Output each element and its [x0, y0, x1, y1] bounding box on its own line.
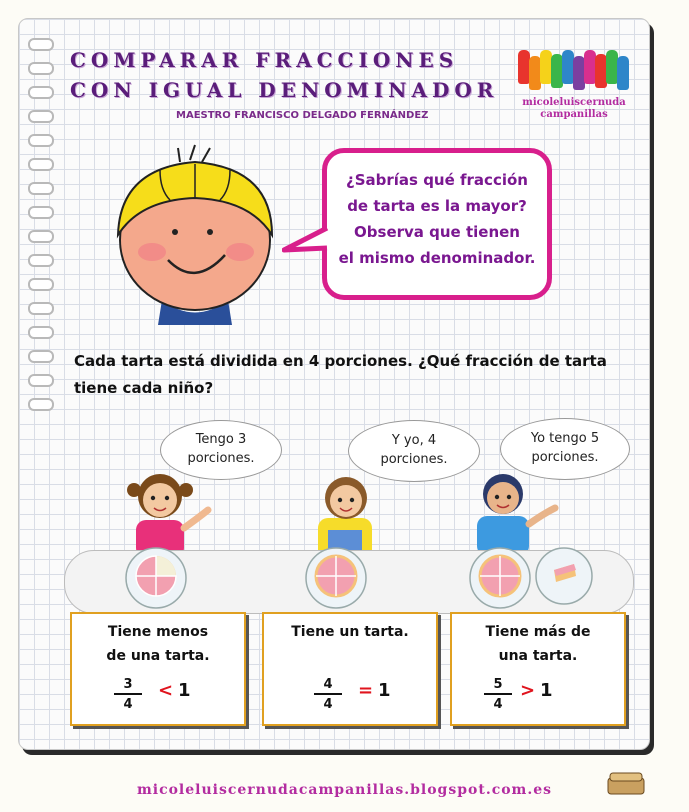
spiral-ring	[28, 134, 54, 147]
logo-line2: campanillas	[540, 109, 608, 120]
card-1-fraction	[114, 676, 142, 714]
page-title-line2: CON IGUAL DENOMINADOR	[70, 78, 499, 102]
question-line2: tiene cada niño?	[74, 379, 214, 397]
bubble-3-line2: porciones.	[531, 450, 599, 465]
cake-plate-2	[304, 546, 368, 610]
spiral-ring	[28, 350, 54, 363]
author-name: MAESTRO FRANCISCO DELGADO FERNÁNDEZ	[176, 110, 429, 121]
cake-plate-3	[468, 546, 532, 610]
spiral-ring	[28, 38, 54, 51]
logo-line1: micoleluiscernuda	[522, 97, 626, 108]
speech-line3: Observa que tienen	[354, 223, 520, 241]
card-1-line1: Tiene menos	[107, 624, 209, 640]
spiral-ring	[28, 62, 54, 75]
bubble-2-line1: Y yo, 4	[391, 433, 437, 448]
card-3-fraction	[484, 676, 512, 714]
boy-speech-bubble	[322, 148, 552, 300]
spiral-ring	[28, 158, 54, 171]
hand-icon	[617, 56, 629, 90]
spiral-ring	[28, 86, 54, 99]
page-title-line1: COMPARAR FRACCIONES	[70, 48, 459, 72]
question-text	[74, 348, 634, 402]
cake-plate-4	[534, 546, 594, 606]
speech-line1: ¿Sabrías qué fracción	[346, 171, 528, 189]
card-1-denominator: 4	[123, 697, 133, 712]
card-3-numerator: 5	[484, 676, 512, 695]
spiral-ring	[28, 206, 54, 219]
spiral-ring	[28, 302, 54, 315]
spiral-ring	[28, 110, 54, 123]
card-3-line1: Tiene más de	[485, 624, 591, 640]
card-1-whole: 1	[178, 680, 191, 701]
answer-card-1	[70, 612, 246, 726]
cake-plate-1	[124, 546, 188, 610]
spiral-ring	[28, 374, 54, 387]
spiral-ring	[28, 254, 54, 267]
speech-line4: el mismo denominador.	[338, 249, 536, 267]
card-1-symbol: <	[158, 680, 174, 701]
card-2-line1: Tiene un tarta.	[291, 624, 409, 640]
card-3-symbol: >	[520, 680, 536, 701]
bubble-3-line1: Yo tengo 5	[530, 431, 600, 446]
card-2-symbol: =	[358, 680, 374, 701]
bubble-2-line2: porciones.	[380, 452, 448, 467]
question-line1: Cada tarta está dividida en 4 porciones. ¿Qué fracción de tarta	[74, 352, 607, 370]
card-2-whole: 1	[378, 680, 391, 701]
boy-illustration	[100, 140, 290, 330]
card-1-line2: de una tarta.	[106, 648, 210, 664]
girl-illustration	[118, 468, 218, 558]
footer-url[interactable]: micoleluiscernudacampanillas.blogspot.com.es	[136, 782, 553, 798]
speech-line2: de tarta es la mayor?	[347, 197, 527, 215]
spiral-ring	[28, 230, 54, 243]
spiral-ring	[28, 398, 54, 411]
bubble-1-line2: porciones.	[187, 451, 255, 466]
bubble-1-line1: Tengo 3	[195, 432, 247, 447]
card-3-line2: una tarta.	[498, 648, 578, 664]
boy2-illustration	[455, 466, 565, 556]
spiral-ring	[28, 182, 54, 195]
card-3-denominator: 4	[493, 697, 503, 712]
card-2-fraction	[314, 676, 342, 714]
speech-tail	[282, 226, 332, 266]
card-3-whole: 1	[540, 680, 553, 701]
answer-card-3	[450, 612, 626, 726]
spiral-ring	[28, 278, 54, 291]
spiral-ring	[28, 326, 54, 339]
card-2-denominator: 4	[323, 697, 333, 712]
answer-card-2	[262, 612, 438, 726]
card-1-numerator: 3	[114, 676, 142, 695]
card-2-numerator: 4	[314, 676, 342, 695]
